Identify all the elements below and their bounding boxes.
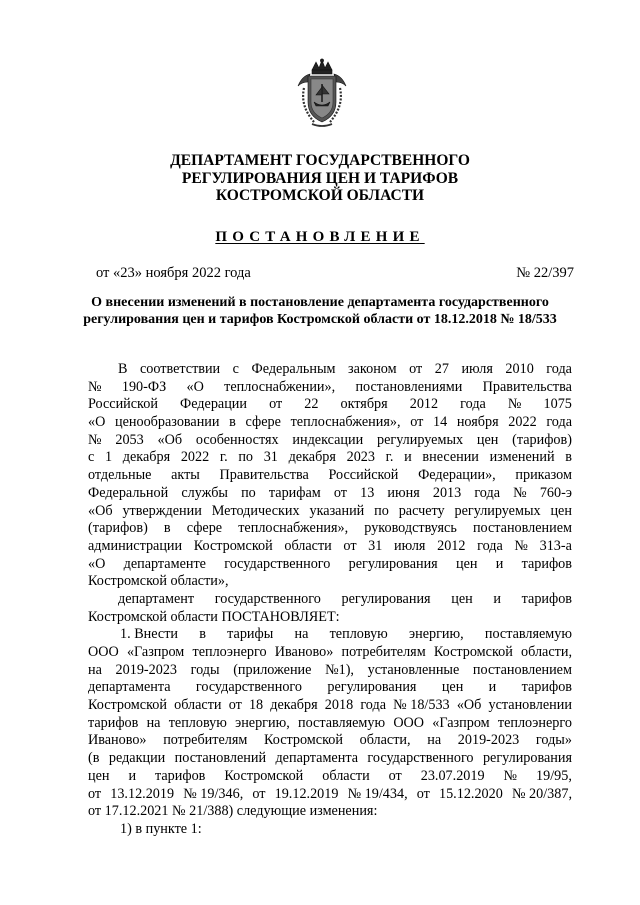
- body-line: [88, 361, 572, 379]
- word: от: [409, 361, 423, 377]
- word: «Об: [157, 431, 183, 448]
- word: от: [416, 785, 430, 802]
- word: № 18/533: [393, 697, 450, 714]
- word: ООО: [88, 644, 119, 660]
- word: постановлениями: [355, 378, 463, 395]
- word: 2018: [324, 697, 354, 714]
- word: приказом: [515, 467, 572, 484]
- word: области: [322, 767, 370, 784]
- word: и: [128, 767, 137, 784]
- word: Методических: [211, 502, 300, 519]
- word: на: [146, 714, 161, 731]
- body-line: [88, 715, 572, 733]
- word: 31: [368, 537, 383, 554]
- word: 19.12.2019: [274, 785, 339, 802]
- body-line: [88, 644, 572, 662]
- word: 22: [304, 396, 319, 413]
- word: энергию,: [235, 714, 290, 731]
- word: от: [343, 537, 357, 554]
- word: №: [514, 537, 528, 554]
- word: 13: [360, 484, 375, 501]
- word: по: [238, 449, 254, 466]
- word: от: [269, 396, 283, 413]
- word: и: [493, 590, 501, 607]
- word: № 19/346,: [183, 785, 244, 802]
- department-line: КОСТРОМСКОЙ ОБЛАСТИ: [215, 187, 425, 204]
- word: г.: [385, 449, 394, 466]
- word: Российской: [328, 467, 399, 484]
- word: и: [495, 555, 504, 572]
- word: 2022: [180, 449, 210, 466]
- word: (тарифов): [512, 431, 572, 448]
- word: установлении: [488, 697, 572, 714]
- word: годы: [190, 661, 220, 678]
- word: регулирования: [482, 750, 572, 767]
- word: 1. Внести: [120, 626, 178, 643]
- word: «Газпром: [432, 714, 490, 731]
- word: изменений: [489, 449, 555, 466]
- word: отдельные: [88, 467, 152, 484]
- word: с: [88, 449, 95, 466]
- word: потребителям: [163, 732, 248, 749]
- word: № 19/434,: [347, 785, 408, 802]
- word: (приложение: [233, 661, 312, 678]
- word: 190-ФЗ: [121, 378, 167, 395]
- word: декабря: [122, 449, 171, 466]
- word: (тарифов): [88, 520, 148, 537]
- word: ценообразовании: [115, 414, 220, 431]
- word: цен: [550, 502, 572, 519]
- word: расчету: [398, 502, 445, 519]
- word: 15.12.2020: [438, 785, 503, 802]
- word: 313-а: [539, 537, 572, 554]
- word: поставляемую: [484, 626, 572, 643]
- word: теплоэнерго: [497, 714, 572, 731]
- word: годы»: [535, 732, 572, 749]
- word: цен: [88, 767, 110, 784]
- word: государственного: [195, 679, 302, 696]
- document-number: № 22/397: [516, 265, 574, 281]
- word: 2013: [432, 484, 462, 501]
- word: года: [546, 414, 572, 431]
- word: тарифам: [268, 484, 321, 501]
- word: цен: [455, 555, 478, 572]
- word: 2012: [409, 396, 439, 413]
- word: Федеральным: [251, 361, 336, 377]
- document-type-title: ПОСТАНОВЛЕНИЕ: [215, 229, 425, 245]
- word: № 20/387,: [511, 785, 572, 802]
- body-line: [88, 697, 572, 715]
- word: регулируемых: [377, 431, 464, 448]
- word: 760-э: [539, 484, 572, 501]
- word: от: [388, 767, 402, 784]
- word: на: [294, 626, 309, 643]
- word: 2010: [505, 361, 534, 377]
- word: 13.12.2019: [110, 785, 175, 802]
- word: тарифов: [521, 590, 572, 607]
- department-line: РЕГУЛИРОВАНИЯ ЦЕН И ТАРИФОВ: [181, 169, 459, 187]
- word: Иваново»: [274, 644, 334, 660]
- word: департамент: [118, 590, 195, 607]
- word: и: [488, 679, 497, 696]
- word: тарифы: [227, 626, 274, 643]
- word: по: [241, 484, 256, 501]
- word: декабря: [270, 697, 318, 714]
- word: сфере: [245, 414, 281, 431]
- word: государственного: [214, 590, 321, 607]
- word: Правительства: [482, 378, 572, 395]
- word: Федерации»,: [418, 467, 496, 484]
- word: «О: [88, 414, 106, 431]
- department-line: ДЕПАРТАМЕНТ ГОСУДАРСТВЕННОГО: [170, 152, 470, 169]
- document-date: от «23» ноября 2022 года: [96, 265, 251, 281]
- body-line: [88, 732, 572, 750]
- body-line: [88, 679, 572, 697]
- word: в: [229, 414, 236, 431]
- word: по: [374, 502, 389, 519]
- word: на: [427, 732, 442, 749]
- body-line: [88, 520, 572, 538]
- word: №: [507, 396, 522, 413]
- subject-line: О внесении изменений в постановление департамента государственного: [91, 295, 549, 310]
- body-line: [88, 626, 572, 644]
- word: области: [174, 697, 222, 714]
- word: от: [88, 785, 102, 802]
- word: ООО: [393, 714, 425, 731]
- word: 2022: [508, 414, 537, 431]
- word: департаменте: [123, 555, 206, 572]
- word: 2019-2023: [115, 661, 178, 678]
- body-line: [88, 396, 572, 414]
- word: года: [546, 361, 572, 377]
- body-line: [88, 556, 572, 574]
- body-line: [88, 503, 572, 521]
- word: 23.07.2019: [420, 767, 485, 784]
- word: от: [228, 697, 242, 714]
- word: Российской: [88, 396, 158, 413]
- word: руководствуясь: [364, 520, 457, 537]
- word: №: [503, 767, 518, 784]
- word: «О: [186, 378, 204, 395]
- word: Федеральной: [88, 484, 169, 501]
- body-line: от 17.12.2021 № 21/388) следующие изменения:: [88, 803, 378, 820]
- department-name: [0, 152, 640, 205]
- word: теплоснабжения»,: [238, 520, 349, 537]
- word: 1: [105, 449, 113, 466]
- body-line: [88, 414, 572, 432]
- body-line: [88, 379, 572, 397]
- word: июля: [461, 361, 493, 377]
- word: цен: [476, 431, 499, 448]
- word: в: [163, 520, 171, 537]
- word: сфере: [186, 520, 223, 537]
- word: декабря: [288, 449, 336, 466]
- word: цен: [441, 679, 464, 696]
- word: Иваново»: [88, 732, 147, 749]
- word: указаний: [309, 502, 365, 519]
- word: от: [410, 414, 424, 431]
- word: в: [565, 449, 572, 466]
- word: цен: [451, 590, 473, 607]
- body-line: [88, 485, 572, 503]
- word: регулирования: [327, 679, 417, 696]
- word: 19/95,: [536, 767, 572, 784]
- word: Костромской: [433, 644, 513, 660]
- word: Костромской: [193, 537, 273, 554]
- word: июля: [394, 537, 426, 554]
- word: «Об: [88, 502, 113, 519]
- word: года: [460, 396, 486, 413]
- word: 2023: [346, 449, 375, 466]
- word: внесении: [422, 449, 479, 466]
- word: года: [474, 484, 501, 501]
- word: «О: [88, 555, 106, 572]
- word: 2019-2023: [457, 732, 520, 749]
- word: теплоснабжении»,: [224, 378, 336, 395]
- word: области: [284, 537, 332, 554]
- word: индексации: [292, 431, 364, 448]
- word: 14: [432, 414, 448, 431]
- coat-of-arms-emblem: [294, 58, 350, 130]
- word: тарифов: [521, 679, 572, 696]
- word: 2012: [437, 537, 466, 554]
- word: соответствии: [139, 361, 221, 377]
- word: В: [118, 361, 128, 377]
- body-line: [88, 768, 572, 786]
- word: года: [360, 697, 386, 714]
- word: №: [88, 431, 102, 448]
- word: администрации: [88, 537, 183, 554]
- word: области,: [521, 644, 572, 660]
- body-line: [88, 467, 572, 485]
- word: тарифов: [521, 555, 572, 572]
- body-line: [88, 432, 572, 450]
- word: тарифов: [88, 714, 139, 731]
- word: области,: [359, 732, 411, 749]
- word: акты: [171, 467, 200, 484]
- word: и: [404, 449, 412, 466]
- word: установленные: [367, 661, 460, 678]
- word: департамента: [88, 679, 171, 696]
- body-line: [88, 786, 572, 804]
- word: на: [88, 661, 102, 678]
- subject-line: регулирования цен и тарифов Костромской области от 18.12.2018 № 18/533: [83, 312, 557, 327]
- word: теплоснабжения»,: [290, 414, 401, 431]
- word: утверждении: [122, 502, 202, 519]
- word: 27: [434, 361, 449, 377]
- word: теплоэнерго: [192, 644, 267, 660]
- word: государственного: [367, 750, 474, 767]
- word: поставляемую: [297, 714, 386, 731]
- body-line: Костромской области»,: [88, 573, 229, 590]
- body-line: [88, 538, 572, 556]
- word: Костромской: [88, 697, 167, 714]
- word: г.: [219, 449, 228, 466]
- word: редакции: [108, 750, 166, 767]
- word: особенностях: [195, 431, 279, 448]
- word: регулирования: [341, 590, 431, 607]
- word: октября: [340, 396, 388, 413]
- word: департамента: [275, 750, 358, 767]
- word: энергию,: [409, 626, 464, 643]
- document-body: [88, 361, 572, 839]
- body-line: [88, 591, 572, 609]
- body-line: [88, 750, 572, 768]
- word: от: [252, 785, 266, 802]
- word: (в: [88, 750, 100, 767]
- word: Костромской: [264, 732, 343, 749]
- word: Федерации: [179, 396, 247, 413]
- body-line: [88, 662, 572, 680]
- word: регулирования: [348, 555, 438, 572]
- word: постановлением: [472, 661, 572, 678]
- word: №: [513, 484, 527, 501]
- word: №1),: [325, 661, 354, 678]
- body-line: [88, 449, 572, 467]
- word: законом: [348, 361, 397, 377]
- word: потребителям: [341, 644, 426, 660]
- body-line: Костромской области ПОСТАНОВЛЯЕТ:: [88, 608, 340, 625]
- body-line: 1) в пункте 1:: [120, 820, 202, 837]
- word: постановлений: [174, 750, 267, 767]
- word: тепловую: [329, 626, 388, 643]
- word: с: [232, 361, 239, 377]
- word: тарифов: [155, 767, 206, 784]
- word: 1075: [543, 396, 572, 413]
- word: от: [333, 484, 347, 501]
- word: июня: [387, 484, 420, 501]
- word: ноября: [456, 414, 499, 431]
- word: постановлением: [472, 520, 572, 537]
- document-subject: [0, 294, 640, 328]
- word: регулируемых: [454, 502, 541, 519]
- word: службы: [181, 484, 228, 501]
- word: 31: [263, 449, 278, 466]
- word: тепловую: [168, 714, 227, 731]
- word: Костромской: [224, 767, 304, 784]
- word: в: [199, 626, 206, 643]
- word: государственного: [224, 555, 331, 572]
- word: №: [88, 378, 102, 395]
- word: года: [477, 537, 503, 554]
- word: Правительства: [219, 467, 309, 484]
- word: «Газпром: [126, 644, 185, 660]
- word: 18: [248, 697, 264, 714]
- word: «Об: [456, 697, 482, 714]
- word: 2053: [115, 431, 144, 448]
